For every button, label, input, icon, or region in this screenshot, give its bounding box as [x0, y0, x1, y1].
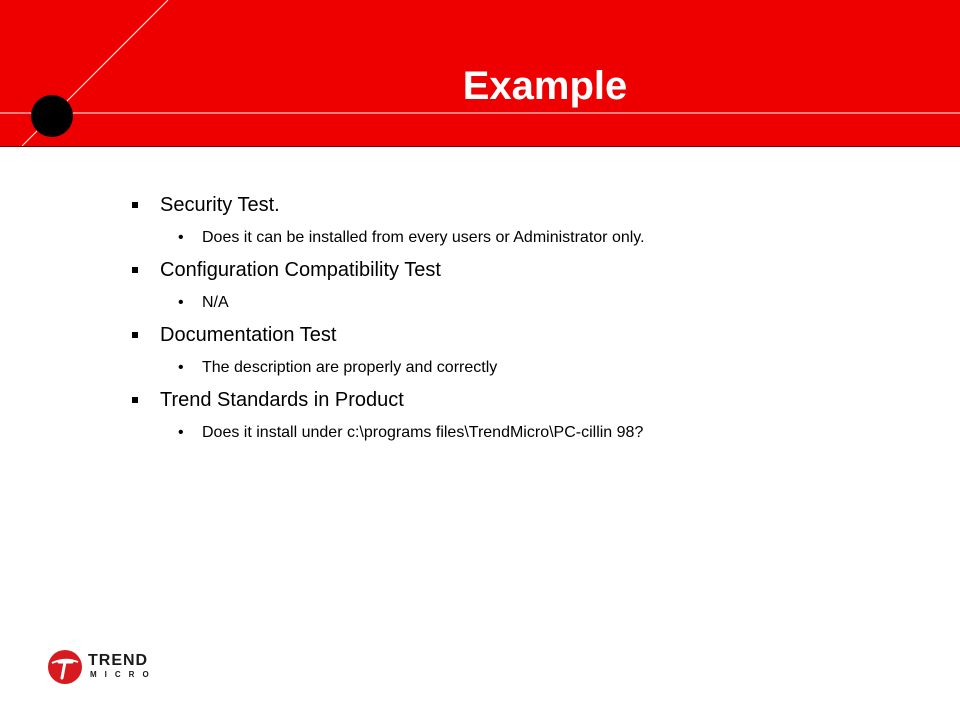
dot-bullet-icon: •: [178, 359, 184, 376]
sub-bullet-text: Does it install under c:\programs files\TrendMicro\PC-cillin 98?: [202, 424, 644, 441]
dot-bullet-icon: •: [178, 229, 184, 246]
bullet-text: Security Test.: [160, 194, 280, 216]
square-bullet-icon: [132, 202, 138, 208]
slide-title: Example: [462, 64, 628, 108]
dot-bullet-icon: •: [178, 424, 184, 441]
logo-wordmark-micro: MICRO: [90, 670, 157, 679]
bullet-text: Trend Standards in Product: [160, 389, 404, 411]
sub-bullet-text: N/A: [202, 294, 229, 311]
sub-bullet-text: Does it can be installed from every users or Administrator only.: [202, 229, 645, 246]
dot-bullet-icon: •: [178, 294, 184, 311]
square-bullet-icon: [132, 397, 138, 403]
sub-bullet-text: The description are properly and correctly: [202, 359, 498, 376]
trend-micro-logo: [46, 648, 156, 686]
square-bullet-icon: [132, 332, 138, 338]
logo-wordmark-trend: TREND: [88, 652, 149, 669]
trend-micro-ball-icon: [46, 648, 84, 686]
square-bullet-icon: [132, 267, 138, 273]
bullet-text: Configuration Compatibility Test: [160, 259, 441, 281]
bullet-text: Documentation Test: [160, 324, 337, 346]
